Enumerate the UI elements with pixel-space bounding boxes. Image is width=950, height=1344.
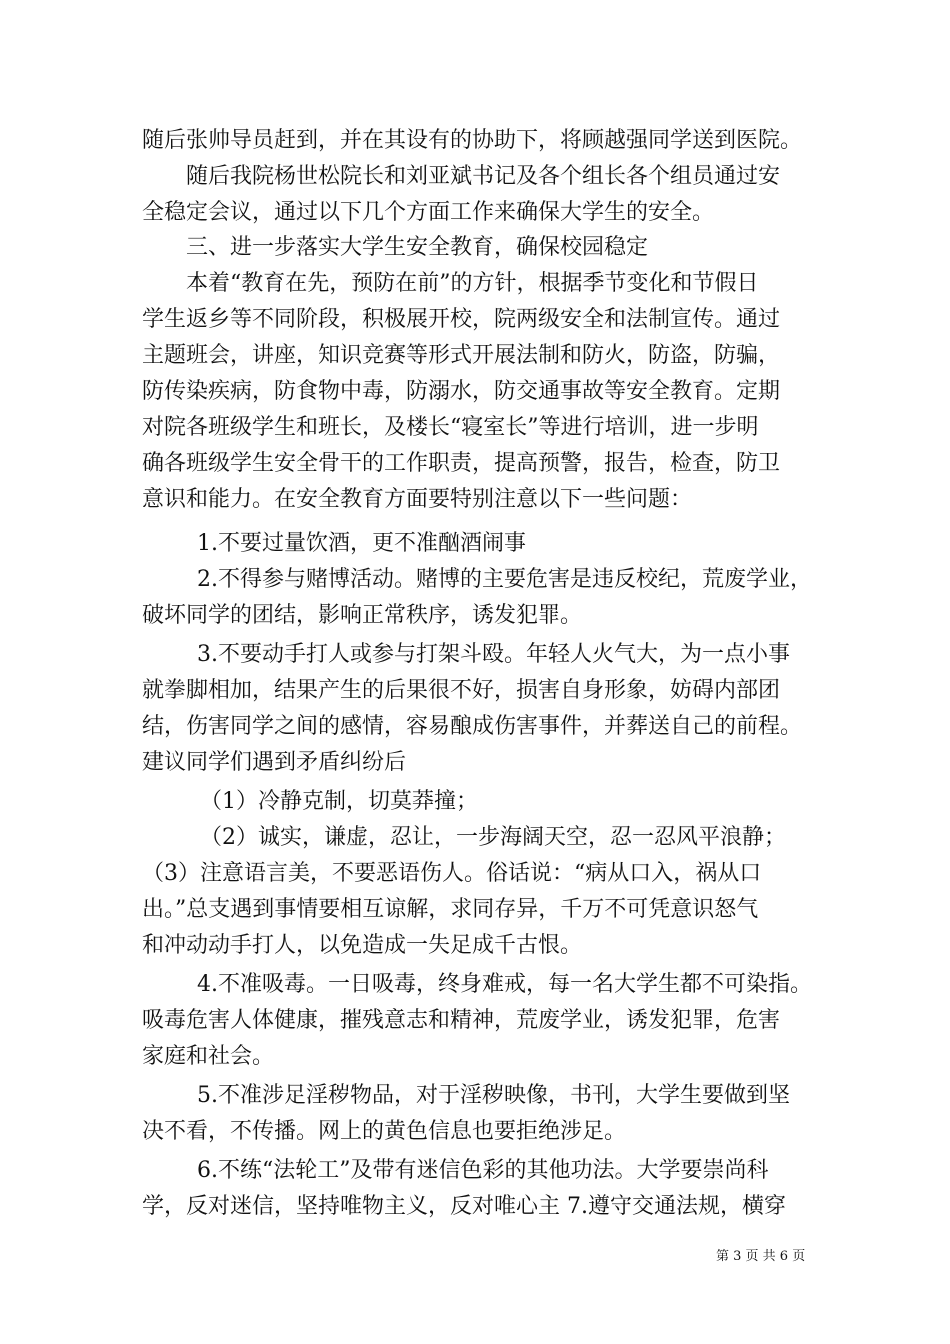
- text-line: 随后我院杨世松院长和刘亚斌书记及各个组长各个组员通过安: [186, 164, 781, 189]
- text-line: 决不看，不传播。网上的黄色信息也要拒绝涉足。: [142, 1119, 627, 1144]
- text-line: 吸毒危害人体健康，摧残意志和精神，荒废学业，诱发犯罪，危害: [142, 1008, 781, 1033]
- text-line: 全稳定会议，通过以下几个方面工作来确保大学生的安全。: [142, 200, 715, 225]
- text-line: 防传染疾病，防食物中毒，防溺水，防交通事故等安全教育。定期: [142, 379, 781, 404]
- list-item: 5.不准涉足淫秽物品，对于淫秽映像，书刊，大学生要做到坚: [197, 1083, 790, 1108]
- page-number: 第 3 页 共 6 页: [716, 1249, 806, 1264]
- text-line: 确各班级学生安全骨干的工作职责，提高预警，报告，检查，防卫: [142, 451, 781, 476]
- list-item: 2.不得参与赌博活动。赌博的主要危害是违反校纪，荒废学业，: [197, 567, 812, 592]
- sub-list-item: （1）冷静克制，切莫莽撞；: [200, 789, 478, 814]
- text-line: 主题班会，讲座，知识竞赛等形式开展法制和防火，防盗，防骗，: [142, 343, 781, 368]
- text-line: 破坏同学的团结，影响正常秩序，诱发犯罪。: [142, 603, 583, 628]
- text-line: 随后张帅导员赶到，并在其设有的协助下，将顾越强同学送到医院。: [142, 128, 803, 153]
- text-line: 结，伤害同学之间的感情，容易酿成伤害事件，并葬送自己的前程。: [142, 714, 803, 739]
- sub-list-item: （3）注意语言美，不要恶语伤人。俗话说：“病从口入，祸从口: [142, 861, 762, 886]
- text-line: 建议同学们遇到矛盾纠纷后: [142, 750, 407, 775]
- text-line: 和冲动动手打人，以免造成一失足成千古恨。: [142, 933, 583, 958]
- text-line: 出。”总支遇到事情要相互谅解，求同存异，千万不可凭意识怒气: [142, 897, 759, 922]
- list-item: 3.不要动手打人或参与打架斗殴。年轻人火气大，为一点小事: [197, 642, 790, 667]
- section-heading: 三、进一步落实大学生安全教育，确保校园稳定: [186, 235, 649, 260]
- list-item: 4.不准吸毒。一日吸毒，终身难戒，每一名大学生都不可染指。: [197, 972, 812, 997]
- text-line: 本着“教育在先，预防在前”的方针，根据季节变化和节假日: [186, 271, 759, 296]
- text-line: 意识和能力。在安全教育方面要特别注意以下一些问题：: [142, 487, 693, 512]
- list-item: 6.不练“法轮工”及带有迷信色彩的其他功法。大学要崇尚科: [197, 1158, 769, 1183]
- text-line: 就拳脚相加，结果产生的后果很不好，损害自身形象，妨碍内部团: [142, 678, 781, 703]
- sub-list-item: （2）诚实，谦虚，忍让，一步海阔天空，忍一忍风平浪静；: [200, 825, 786, 850]
- text-line: 对院各班级学生和班长，及楼长“寝室长”等进行培训，进一步明: [142, 415, 759, 440]
- text-line: 家庭和社会。: [142, 1044, 275, 1069]
- text-line: 学，反对迷信，坚持唯物主义，反对唯心主 7.遵守交通法规，横穿: [142, 1194, 786, 1219]
- text-line: 学生返乡等不同阶段，积极展开校，院两级安全和法制宣传。通过: [142, 307, 781, 332]
- list-item: 1.不要过量饮酒，更不准酗酒闹事: [197, 531, 526, 556]
